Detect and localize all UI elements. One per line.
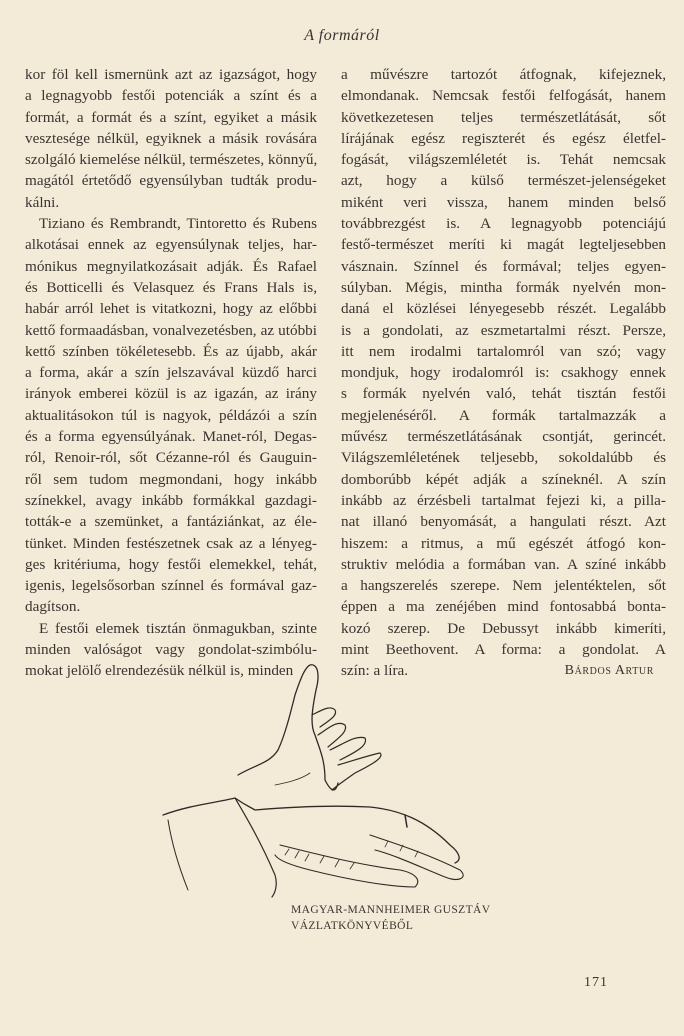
text-line: a forma, akár a szín jelszavával küzdő harci <box>25 364 317 382</box>
text-line: Tiziano és Rembrandt, Tintoretto és Rubens <box>39 215 317 233</box>
text-line: minden valóságot vagy gondolat-szimbólu- <box>25 641 317 659</box>
caption-line: VÁZLATKÖNYVÉBŐL <box>291 920 414 932</box>
text-line: lírájának egész regiszterét és egész életfel- <box>341 129 666 147</box>
text-line: formát, a formát és a színt, egyiket a másik <box>25 108 317 126</box>
text-line: miként veri vissza, hanem minden belső <box>341 193 666 211</box>
text-line: ről sem tudom megmondani, hogy inkább <box>25 470 317 488</box>
text-line: fogását, világszemléletét is. Tehát nemcsak <box>341 151 666 169</box>
text-line: daná el közlései lényegesebb részét. Legalább <box>341 300 666 318</box>
text-line: aktualitásokon túl is nagyok, példázói a szín <box>25 406 317 424</box>
final-text: szín: a líra. <box>341 662 409 680</box>
right-column <box>341 64 666 682</box>
text-line: kettő színben tökéletesebb. És az újabb, akár <box>25 342 317 360</box>
text-line: E festői elemek tisztán önmagukban, szinte <box>39 619 317 637</box>
text-line: inkább az érzésbeli tartalmat fejezi ki, a pilla- <box>341 491 666 509</box>
text-line: színekkel, avagy inkább formákkal gazdagi- <box>25 491 317 509</box>
text-line: itt nem irodalmi tartalomról van szó; vagy <box>341 342 666 360</box>
paragraph <box>25 64 317 213</box>
text-line: dagítson. <box>25 598 81 616</box>
text-line: mokat jelölő elrendezésük nélkül is, minden <box>25 662 294 680</box>
text-line: vásznain. Színnel és formával; teljes egyen- <box>341 257 666 275</box>
text-line: domborúbb képét adják a színeknél. A szín <box>341 470 666 488</box>
paragraph <box>25 213 317 618</box>
text-line: következetesen teljes természetlátását, sőt <box>341 108 666 126</box>
text-line: ról, Renoir-ról, sőt Cézanne-ról és Gauguin- <box>25 449 317 467</box>
text-line: kor föl kell ismernünk azt az igazságot, hogy <box>25 66 317 83</box>
left-column <box>25 64 317 682</box>
text-line: vesztesége nélkül, egyiknek a másik rovására <box>25 129 317 147</box>
text-line: irányok emberei közül is az igazán, az irány <box>25 385 317 403</box>
author-signature: Bárdos Artur <box>564 663 654 679</box>
text-line: tották-e a szemünket, a fantáziánkat, az éle- <box>25 513 317 531</box>
text-line: festő-természet meríti ki magát legteljesebben <box>341 236 666 254</box>
text-line: kálni. <box>25 193 60 211</box>
text-line: azt, hogy a külső természet-jelenségeket <box>341 172 666 190</box>
text-line: súlyban. Mégis, mintha formák nyelvén mon- <box>341 278 666 296</box>
text-line: nat illanó benyomását, a hangulati részt. Azt <box>341 513 666 531</box>
text-line: Világszemléletének teljesebb, sokoldalúbb és <box>341 449 666 467</box>
text-line: és Botticelli és Velasquez és Frans Hals is, <box>25 278 317 296</box>
text-line: a művészre tartozót átfognak, kifejeznek, <box>341 66 666 83</box>
text-line: magától értetődő egyensúlyban tudták produ- <box>25 172 317 190</box>
text-line: struktiv melódia a formában van. A színé inkább <box>341 555 666 573</box>
text-line: kozó szerep. De Debussyt inkább kimeríti, <box>341 619 666 637</box>
text-line: kettő formaadásban, vonalvezetésben, az utóbbi <box>25 321 317 339</box>
text-line: továbbrezgést is. A legnagyobb potenciájú <box>341 215 666 233</box>
text-line: mint Beethovent. A forma: a gondolat. A <box>341 641 666 659</box>
text-line: mónikus megnyilatkozásait adják. És Rafael <box>25 257 317 275</box>
text-line: és a forma egyensúlyának. Manet-ról, Degas- <box>25 428 317 446</box>
text-line: ges kritériuma, hogy festői elemekkel, tehát, <box>25 555 317 573</box>
text-line: szolgáló kiemelése nélkül, természetes, könnyű, <box>25 151 318 169</box>
running-head: A formáról <box>304 27 380 44</box>
text-line: művész természetlátásának csontját, gerincét. <box>341 428 666 446</box>
text-line: habár arról lehet is vitatkozni, hogy az előbbi <box>25 300 317 318</box>
text-line: is a gondolati, az eszmetartalmi részt. Persze, <box>341 321 666 339</box>
text-line: éppen a ma zenéjében mind fontosabbá bonta- <box>341 598 666 616</box>
text-line: elmondanak. Nemcsak festői felfogását, hanem <box>341 87 666 105</box>
hand-sketch-illustration <box>160 655 480 900</box>
text-line: hiszem: a ritmus, a mű egészét átfogó kon- <box>341 534 666 552</box>
text-line: igenis, legelsősorban színnel és formával gaz- <box>25 577 317 595</box>
text-line: a hangszerelés szerepe. Nem jelentéktelen, sőt <box>341 577 666 595</box>
text-line: s formák nyelvén való, tehát tisztán festői <box>341 385 666 403</box>
illustration-caption <box>291 902 490 934</box>
page-number: 171 <box>584 975 608 990</box>
text-line: tünket. Minden festészetnek csak az a lényeg- <box>25 534 317 552</box>
text-line: mondjuk, hogy irodalomról is: csakhogy ennek <box>341 364 666 382</box>
text-line: megjelenéséről. A formák tartalmazzák a <box>341 406 666 424</box>
text-line: alkotásai ennek az egyensúlynak teljes, har- <box>25 236 317 254</box>
text-line: a legnagyobb festői potenciák a színt és a <box>25 87 317 105</box>
paragraph <box>341 64 666 660</box>
caption-line: MAGYAR-MANNHEIMER GUSZTÁV <box>291 904 491 916</box>
